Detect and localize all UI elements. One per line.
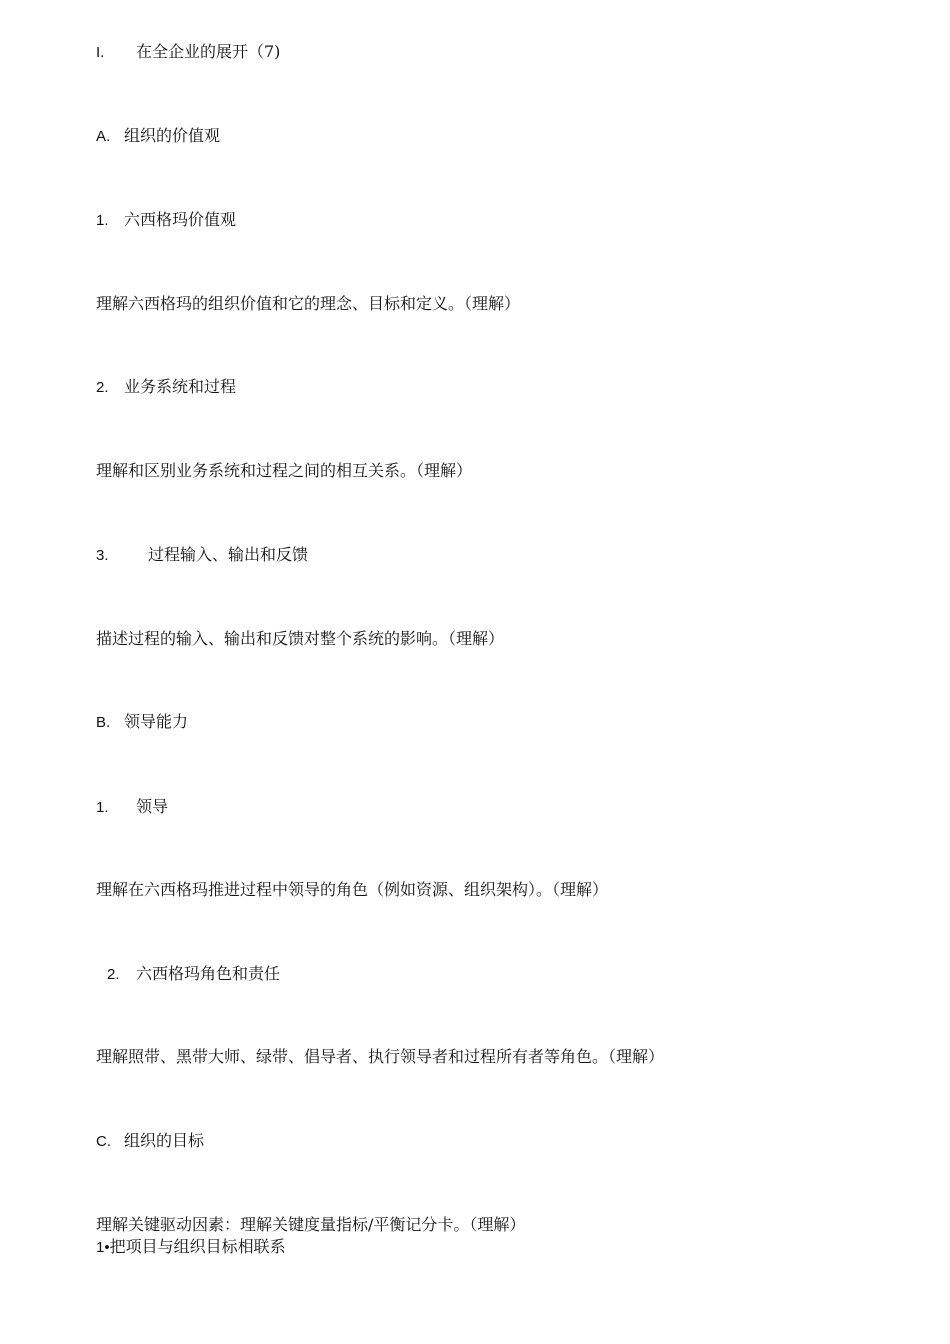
heading-text: 过程输入、输出和反馈 bbox=[148, 545, 309, 564]
heading-text: 业务系统和过程 bbox=[124, 377, 237, 396]
list-marker: 2. bbox=[107, 966, 120, 983]
subsection-heading-b bbox=[96, 712, 188, 733]
body-paragraph bbox=[96, 294, 520, 314]
heading-text: 六西格玛价值观 bbox=[124, 210, 237, 229]
list-marker: I. bbox=[96, 44, 105, 61]
paragraph-text: 理解六西格玛的组织价值和它的理念、目标和定义。（理解） bbox=[96, 294, 521, 313]
item-heading-a1 bbox=[96, 210, 236, 231]
item-heading-b2 bbox=[107, 964, 280, 985]
heading-text: 组织的目标 bbox=[124, 1131, 205, 1150]
list-marker: 1. bbox=[96, 799, 109, 816]
body-paragraph bbox=[96, 629, 504, 649]
paragraph-text: 理解关键驱动因素：理解关键度量指标/平衡记分卡。（理解） bbox=[96, 1215, 526, 1234]
heading-text: 六西格玛角色和责任 bbox=[136, 964, 281, 983]
subsection-heading-c bbox=[96, 1131, 204, 1152]
paragraph-text: 描述过程的输入、输出和反馈对整个系统的影响。（理解） bbox=[96, 629, 505, 648]
list-marker: A. bbox=[96, 128, 111, 145]
paragraph-text: 理解照带、黑带大师、绿带、倡导者、执行领导者和过程所有者等角色。（理解） bbox=[96, 1047, 665, 1066]
body-paragraph bbox=[96, 461, 472, 481]
item-heading-c1 bbox=[96, 1237, 286, 1258]
item-heading-a2 bbox=[96, 377, 236, 398]
heading-text: 组织的价值观 bbox=[124, 126, 221, 145]
list-marker: 2. bbox=[96, 379, 109, 396]
paragraph-text: 理解在六西格玛推进过程中领导的角色（例如资源、组织架构）。（理解） bbox=[96, 880, 609, 899]
paragraph-text: 理解和区别业务系统和过程之间的相互关系。（理解） bbox=[96, 461, 473, 480]
list-marker: B. bbox=[96, 714, 111, 731]
body-paragraph bbox=[96, 1047, 664, 1067]
body-paragraph bbox=[96, 880, 608, 900]
heading-text: 把项目与组织目标相联系 bbox=[109, 1237, 286, 1256]
section-heading-i bbox=[96, 42, 280, 63]
list-marker: 3. bbox=[96, 547, 109, 564]
subsection-heading-a bbox=[96, 126, 220, 147]
list-marker: 1• bbox=[96, 1239, 110, 1256]
list-marker: C. bbox=[96, 1133, 111, 1150]
list-marker: 1. bbox=[96, 212, 109, 229]
heading-text: 领导 bbox=[136, 797, 169, 816]
item-heading-b1 bbox=[96, 797, 168, 818]
heading-text: 领导能力 bbox=[124, 712, 189, 731]
body-paragraph bbox=[96, 1215, 525, 1235]
heading-text: 在全企业的展开（7) bbox=[136, 42, 281, 61]
item-heading-a3 bbox=[96, 545, 308, 566]
